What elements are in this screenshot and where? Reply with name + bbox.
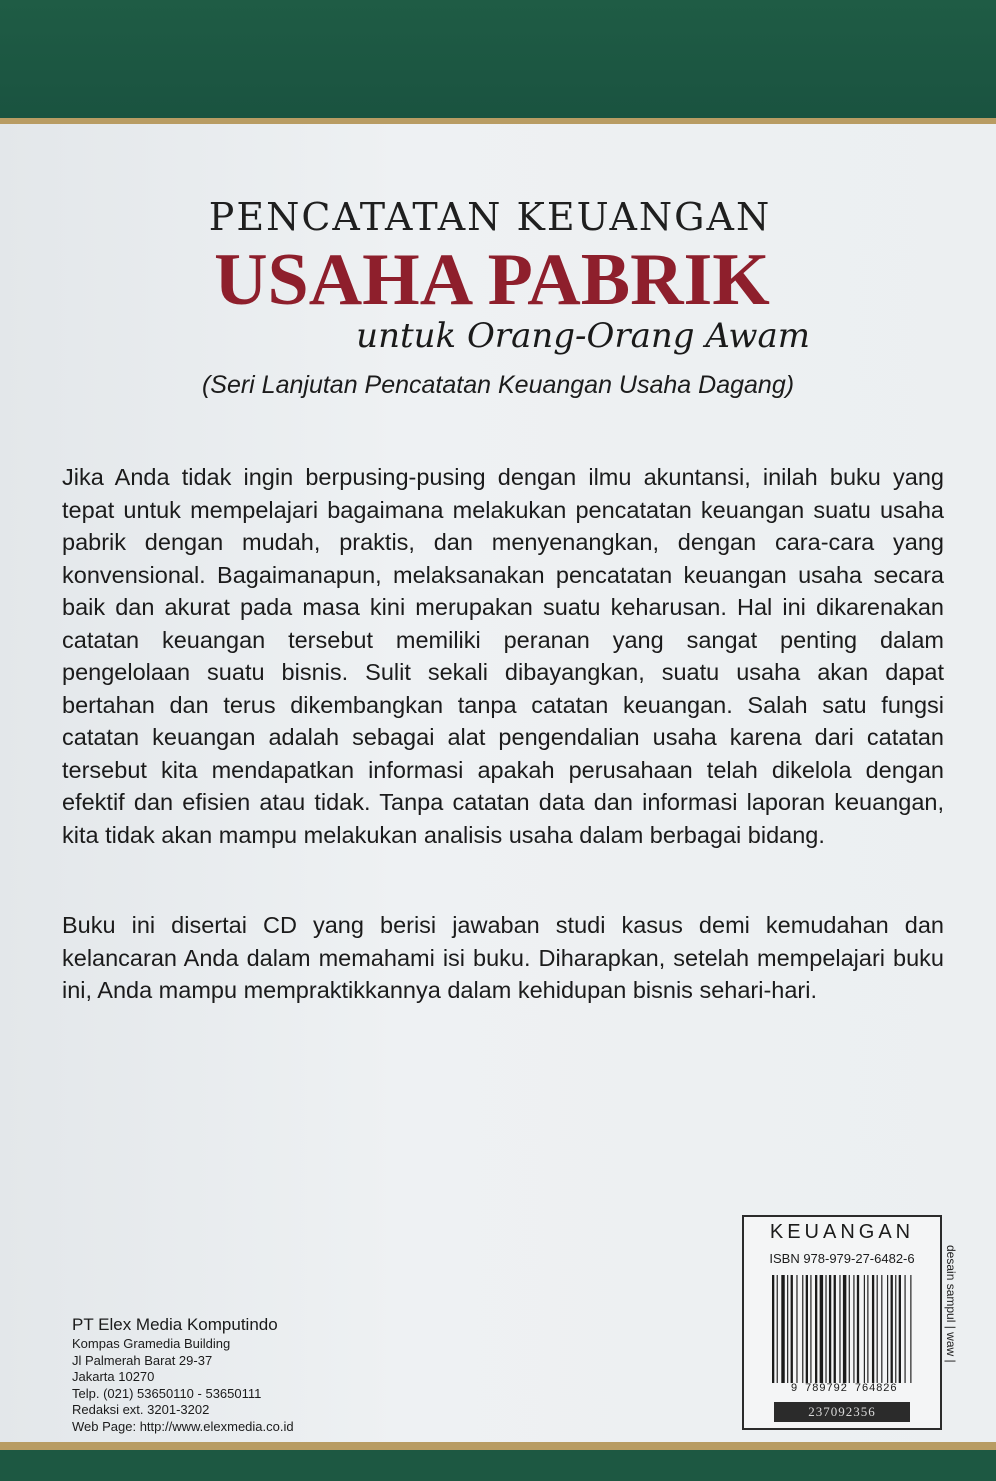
publisher-phone: Telp. (021) 53650110 - 53650111 bbox=[72, 1385, 262, 1401]
barcode-digits: 9 789792 764826 bbox=[790, 1383, 898, 1395]
description-paragraph-1: Jika Anda tidak ingin berpusing-pusing dengan ilmu akuntansi, inilah buku yang tepat untuk mempelajari bagaimana melakukan pencatatan keuangan suatu usaha pabrik dengan mudah, praktis, dan menyenangkan, dengan cara-cara yang konvensional. Bagaimanapun, melaksanakan pencatatan keuangan usaha secara baik dan akurat pada masa kini merupakan suatu keharusan. Hal ini dikarenakan catatan keuangan tersebut memiliki peranan yang sangat penting dalam pengelolaan suatu bisnis. Sulit sekali dibayangkan, suatu usaha akan dapat bertahan dan terus dikembangkan tanpa catatan keuangan. Salah satu fungsi catatan keuangan adalah sebagai alat pengendalian usaha karena dari catatan tersebut kita mendapatkan informasi apakah perusahaan telah dikelola dengan efektif dan efisien atau tidak. Tanpa catatan data dan informasi laporan keuangan, kita tidak akan mampu melakukan analisis usaha dalam berbagai bidang. bbox=[62, 464, 944, 848]
cover-design-credit: desain sampul | waw | bbox=[944, 1245, 958, 1363]
barcode-graphic bbox=[772, 1275, 924, 1383]
isbn-box bbox=[742, 1215, 942, 1430]
publisher-editorial: Redaksi ext. 3201-3202 bbox=[72, 1402, 210, 1417]
isbn-number: ISBN 978-979-27-6482-6 bbox=[769, 1251, 915, 1266]
top-green-band bbox=[0, 0, 996, 118]
title-top: PENCATATAN KEUANGAN bbox=[208, 195, 772, 239]
publisher-name: PT Elex Media Komputindo bbox=[72, 1315, 278, 1334]
bottom-green-band bbox=[0, 1450, 996, 1481]
publisher-address-block bbox=[72, 1314, 294, 1435]
description-paragraph-2: Buku ini disertai CD yang berisi jawaban studi kasus demi kemudahan dan kelancaran Anda dalam memahami isi buku. Diharapkan, setelah mempelajari buku ini, Anda mampu mempraktikkannya dalam kehidupan bisnis sehari-hari. bbox=[62, 912, 944, 1003]
bottom-gold-stripe bbox=[0, 1442, 996, 1450]
category-label: KEUANGAN bbox=[769, 1221, 915, 1243]
publisher-city: Jakarta 10270 bbox=[72, 1369, 155, 1384]
publisher-building: Kompas Gramedia Building bbox=[72, 1336, 231, 1351]
barcode-code-label: 237092356 bbox=[774, 1402, 910, 1422]
series-note: (Seri Lanjutan Pencatatan Keuangan Usaha Dagang) bbox=[201, 371, 795, 399]
publisher-web: Web Page: http://www.elexmedia.co.id bbox=[72, 1418, 294, 1434]
title-main: USAHA PABRIK bbox=[214, 239, 770, 321]
publisher-street: Jl Palmerah Barat 29-37 bbox=[72, 1352, 213, 1368]
title-subtitle: untuk Orang-Orang Awam bbox=[356, 316, 810, 356]
